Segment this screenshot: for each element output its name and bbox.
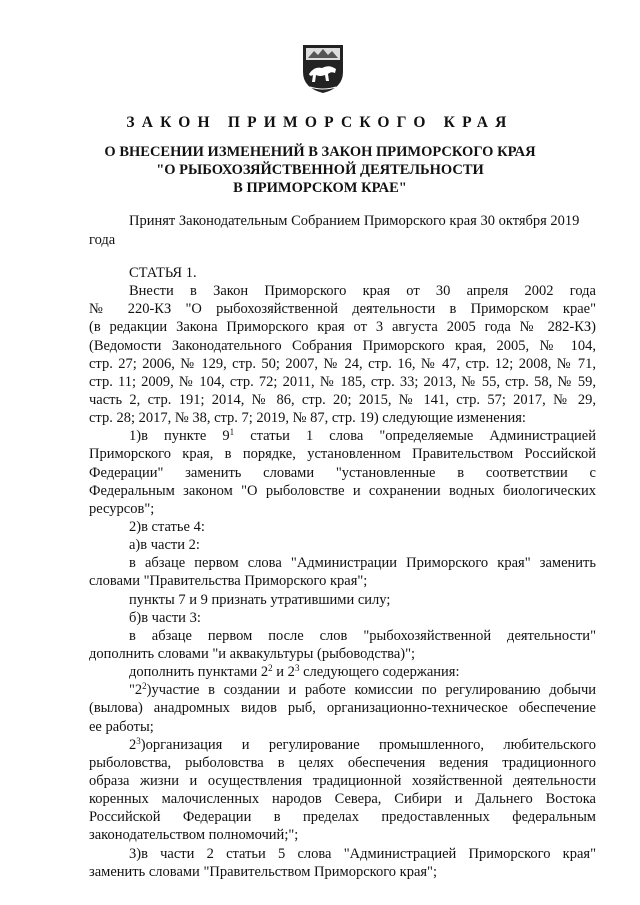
text-line: коренных малочисленных народов Севера, Сибири и Дальнего Востока bbox=[89, 791, 596, 808]
article-body bbox=[89, 264, 596, 881]
text-line: (Ведомости Законодательного Собрания Приморского края, 2005, № 104, bbox=[89, 337, 596, 354]
text-line: заменить словами "Правительством Приморского края"; bbox=[89, 863, 437, 880]
text-line: Федеральным законом "О рыболовстве и сохранении водных биологических bbox=[89, 482, 596, 499]
text-line: в абзаце первом после слов "рыбохозяйственной деятельности" bbox=[129, 627, 596, 644]
text-line: Приморского края, в порядке, установленном Правительством Российской bbox=[89, 446, 596, 463]
text-line: (вылова) анадромных видов рыб, организационно-техническое обеспечение bbox=[89, 700, 596, 717]
adoption-note bbox=[89, 212, 596, 249]
text-line: "$2^2)участие$ в создании и работе комиссии по регулированию добычи bbox=[129, 681, 596, 699]
text-line: стр. 27; 2006, № 129, стр. 50; 2007, № 24, стр. 16, № 47, стр. 12; 2008, № 71, bbox=[89, 355, 596, 372]
text-line: ресурсов"; bbox=[89, 500, 155, 517]
subtitle-line: "О РЫБОХОЗЯЙСТВЕННОЙ ДЕЯТЕЛЬНОСТИ bbox=[156, 162, 484, 178]
text-line: 1)в пункте $9^1$ статьи 1 слова "определяемые Администрацией bbox=[129, 427, 596, 445]
law-title: ЗАКОН ПРИМОРСКОГО КРАЯ bbox=[126, 114, 514, 131]
text-line: рыболовства, рыболовства в целях обеспечения ведения традиционного bbox=[89, 754, 596, 771]
text-line: дополнить словами "и аквакультуры (рыбоводства)"; bbox=[89, 645, 416, 662]
text-line: $2^3)организация$ и регулирование промышленного, любительского bbox=[129, 735, 596, 753]
subtitle-line: О ВНЕСЕНИИ ИЗМЕНЕНИЙ В ЗАКОН ПРИМОРСКОГО КРАЯ bbox=[104, 144, 536, 160]
text-line: в абзаце первом слова "Администрации Приморского края" заменить bbox=[129, 555, 596, 572]
text-line: Федерации" заменить словами "установленные в соответствии с bbox=[89, 464, 596, 481]
text-line: дополнить пунктами $2^2$ и $2^3$ следующего содержания: bbox=[129, 663, 460, 681]
text-line: стр. 11; 2009, № 104, стр. 72; 2011, № 185, стр. 33; 2013, № 55, стр. 58, № 59, bbox=[89, 373, 596, 390]
text-line: словами "Правительства Приморского края"; bbox=[89, 573, 368, 590]
text-line: 2)в статье 4: bbox=[129, 518, 205, 535]
article-heading: СТАТЬЯ 1. bbox=[129, 265, 197, 281]
text-line: образа жизни и осуществления традиционной хозяйственной деятельности bbox=[89, 772, 596, 789]
adoption-note-text: Принят Законодательным Собранием Приморского края 30 октября 2019 года bbox=[89, 213, 580, 248]
text-line: № 220-КЗ "О рыбохозяйственной деятельности в Приморском крае" bbox=[89, 301, 596, 318]
subtitle-line: В ПРИМОРСКОМ КРАЕ" bbox=[233, 180, 407, 196]
text-line: 3)в части 2 статьи 5 слова "Администрацией Приморского края" bbox=[129, 845, 596, 862]
text-line: ее работы; bbox=[89, 718, 154, 735]
text-line: (в редакции Закона Приморского края от 3 августа 2005 года № 282-КЗ) bbox=[89, 319, 596, 336]
coat-of-arms-icon bbox=[302, 44, 344, 94]
text-line: а)в части 2: bbox=[129, 537, 200, 554]
text-line: пункты 7 и 9 признать утратившими силу; bbox=[129, 591, 391, 608]
text-line: часть 2, стр. 191; 2014, № 86, стр. 20; 2015, № 141, стр. 57; 2017, № 29, bbox=[89, 391, 596, 408]
text-line: Внести в Закон Приморского края от 30 апреля 2002 года bbox=[129, 283, 596, 300]
text-line: Российской Федерации в пределах предоставленных федеральным bbox=[89, 809, 596, 826]
text-line: б)в части 3: bbox=[129, 609, 201, 626]
text-line: стр. 28; 2017, № 38, стр. 7; 2019, № 87, стр. 19) следующие изменения: bbox=[89, 410, 526, 427]
text-line: законодательством полномочий;"; bbox=[89, 827, 299, 844]
article-text bbox=[89, 282, 596, 881]
law-subtitle bbox=[80, 143, 560, 197]
